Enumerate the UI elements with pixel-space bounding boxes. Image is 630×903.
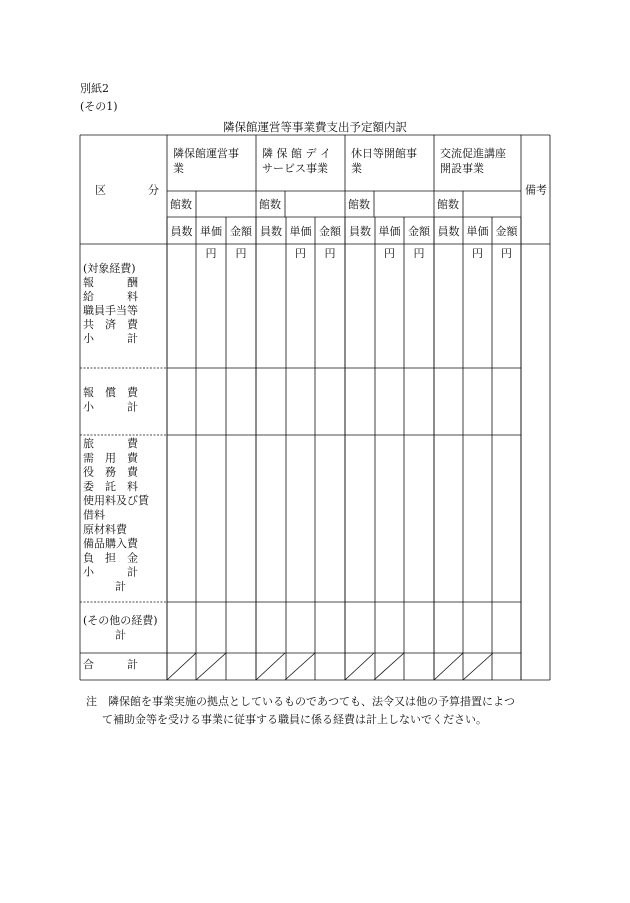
row-label: 旅 費	[83, 437, 138, 450]
diagonal-slash	[345, 653, 374, 680]
yen-unit: 円	[295, 247, 306, 260]
row-label: (その他の経費)	[83, 614, 158, 627]
document-title: 隣保館運営等事業費支出予定額内訳	[223, 120, 407, 134]
halls-label: 館数	[259, 198, 281, 211]
row-label: 合 計	[83, 658, 138, 671]
yen-unit: 円	[413, 247, 425, 260]
halls-label: 館数	[348, 198, 370, 211]
row-label: 負 担 金	[83, 551, 138, 565]
yen-unit: 円	[205, 247, 217, 260]
row-label: 原材料費	[83, 522, 127, 536]
row-label: 計	[115, 580, 126, 593]
diagonal-slash	[463, 653, 493, 680]
diagonal-slash	[285, 653, 315, 680]
sub-column-header: 員数	[170, 225, 193, 238]
row-label: 備品購入費	[83, 537, 138, 551]
row-label: 小 計	[83, 565, 138, 579]
sub-column-header: 金額	[230, 225, 252, 238]
row-label: 計	[115, 628, 126, 642]
project-name: サービス事業	[262, 162, 328, 175]
diagonal-slash	[434, 653, 463, 680]
yen-unit: 円	[472, 247, 483, 260]
sub-column-header: 員数	[260, 225, 282, 238]
halls-label: 館数	[170, 198, 192, 211]
yen-unit: 円	[384, 247, 395, 260]
category-header-char: 分	[148, 183, 159, 197]
diagonal-slash	[256, 653, 285, 680]
row-label: 報 酬	[83, 276, 138, 289]
sub-column-header: 員数	[349, 225, 371, 238]
sub-column-header: 金額	[495, 225, 518, 238]
category-header-char: 区	[95, 183, 106, 197]
row-label: 使用料及び賃	[83, 494, 149, 508]
sub-label: (その1)	[80, 100, 118, 113]
row-label: 委 託 料	[83, 479, 138, 493]
row-label: 借料	[83, 508, 105, 522]
sub-column-header: 単価	[378, 225, 401, 238]
project-name: 業	[173, 162, 184, 175]
row-label: 小 計	[83, 332, 138, 345]
sub-column-header: 単価	[289, 225, 312, 238]
sub-column-header: 員数	[437, 225, 460, 238]
row-label: 職員手当等	[83, 304, 138, 317]
note-line-2: て補助金等を受ける事業に従事する職員に係る経費は計上しないでください。	[102, 713, 487, 726]
note-line-1: 注 隣保館を事業実施の拠点としているものであつても、法令又は他の予算措置によつ	[86, 695, 515, 708]
halls-label: 館数	[437, 198, 459, 211]
diagonal-slash	[196, 653, 226, 680]
yen-unit: 円	[324, 247, 336, 260]
row-label: (対象経費)	[83, 262, 136, 275]
sub-column-header: 単価	[466, 225, 489, 238]
row-label: 小 計	[83, 400, 138, 414]
row-label: 報 償 費	[83, 386, 138, 399]
sub-column-header: 金額	[408, 225, 430, 238]
annex-label: 別紙2	[80, 82, 109, 95]
remarks-header: 備考	[525, 183, 547, 197]
diagonal-slash	[167, 653, 196, 680]
yen-unit: 円	[501, 247, 512, 260]
row-label: 共 済 費	[83, 318, 138, 331]
project-name: 隣保館運営事	[173, 147, 239, 160]
project-name: 開設事業	[440, 162, 484, 175]
sub-column-header: 単価	[200, 225, 222, 238]
project-name: 交流促進講座	[440, 147, 506, 160]
sub-column-header: 金額	[319, 225, 341, 238]
diagonal-slash	[374, 653, 404, 680]
row-label: 需 用 費	[83, 451, 138, 465]
project-name: 休日等開館事	[351, 147, 417, 160]
project-name: 業	[351, 162, 362, 175]
project-name: 隣 保 館 デ イ	[262, 147, 331, 160]
yen-unit: 円	[235, 247, 247, 260]
row-label: 給 料	[83, 290, 138, 303]
row-label: 役 務 費	[83, 465, 138, 479]
